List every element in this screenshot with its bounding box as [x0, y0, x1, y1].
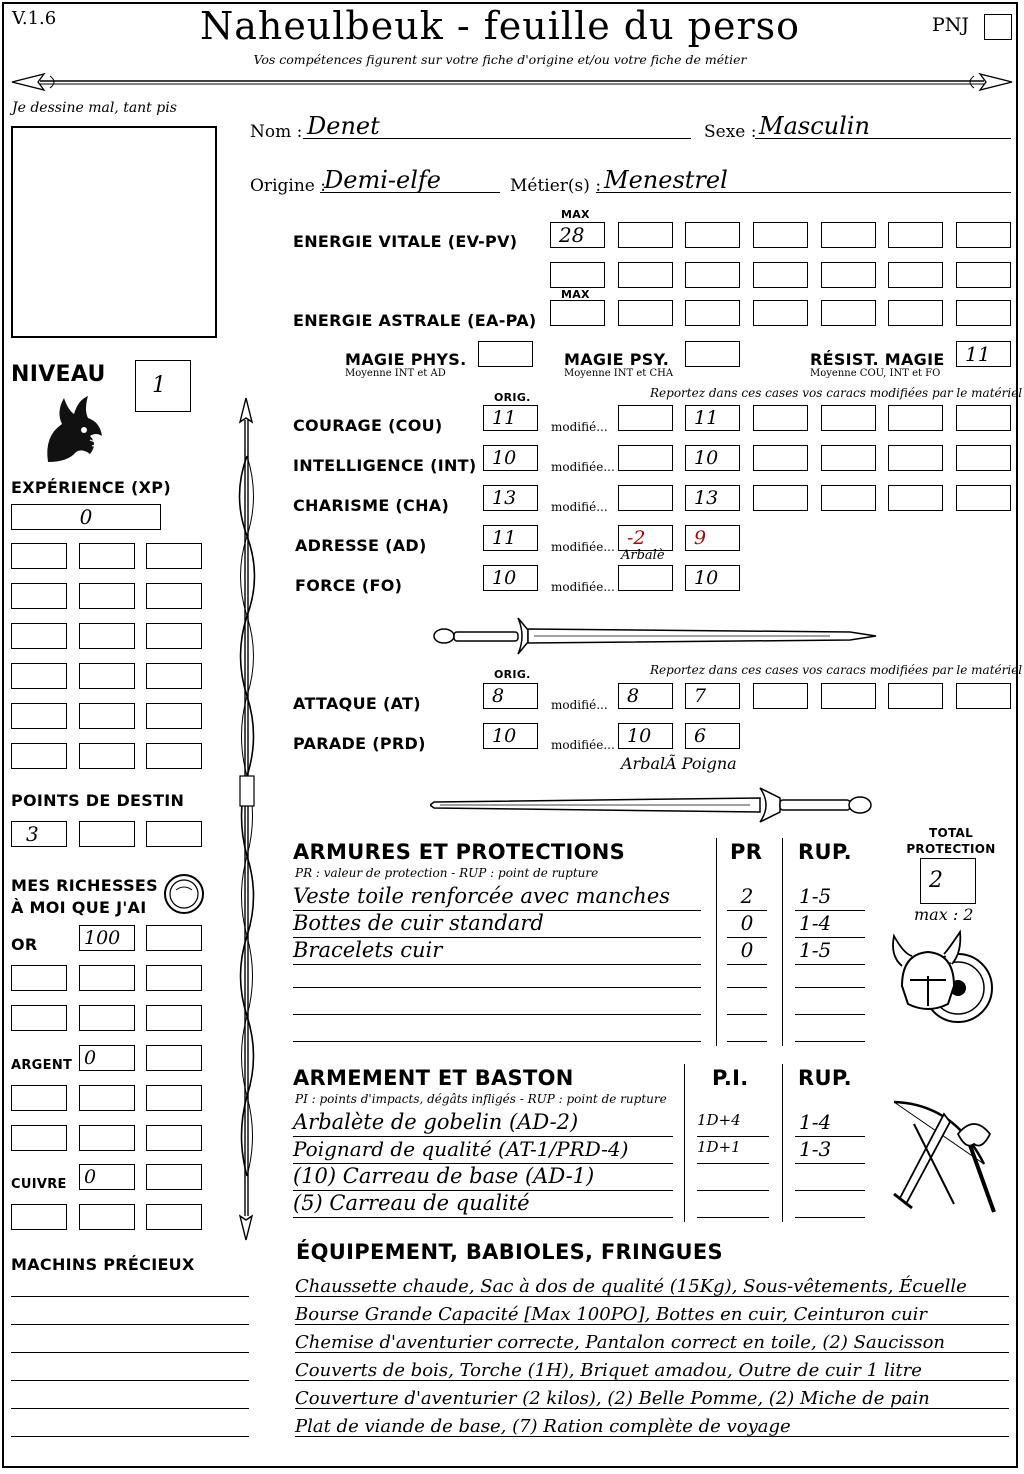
armure-name: Bracelets cuir	[293, 938, 443, 962]
int-box[interactable]	[753, 445, 808, 471]
arme-rup-value: 1-3	[799, 1137, 832, 1161]
ea-box[interactable]	[753, 300, 808, 326]
ev-box[interactable]	[821, 222, 876, 248]
arme-name: (5) Carreau de qualité	[293, 1191, 530, 1215]
arme-rup[interactable]	[795, 1191, 865, 1218]
fo-mod-field[interactable]	[618, 565, 673, 591]
armures-divider	[716, 838, 717, 1046]
arme-pi[interactable]	[697, 1191, 769, 1218]
cou-box[interactable]	[753, 405, 808, 431]
armement-divider	[684, 1064, 685, 1222]
total-protection-field[interactable]: 2	[920, 858, 976, 904]
xp-box[interactable]	[11, 703, 67, 729]
equipement-text: Plat de viande de base, (7) Ration complète de voyage	[295, 1416, 791, 1437]
armure-rup[interactable]	[795, 938, 865, 965]
sexe-label: Sexe :	[704, 122, 757, 142]
magie-psy-field[interactable]	[685, 341, 740, 367]
ev-box[interactable]	[956, 262, 1011, 288]
or-box[interactable]	[79, 1005, 135, 1031]
staff-icon	[226, 396, 266, 1242]
armure-rup[interactable]	[795, 884, 865, 911]
armement-col-pi: P.I.	[712, 1066, 749, 1090]
page-title: Naheulbeuk - feuille du perso	[199, 4, 801, 48]
argent-box[interactable]	[146, 1085, 202, 1111]
ev-box[interactable]	[753, 262, 808, 288]
or-box[interactable]	[11, 965, 67, 991]
nom-value: Denet	[307, 112, 380, 140]
armure-rup-value: 1-5	[799, 938, 832, 962]
at-label: ATTAQUE (AT)	[293, 694, 421, 713]
version-label: V.1.6	[12, 8, 57, 29]
prd-orig-field[interactable]: 10	[483, 723, 538, 749]
arme-pi-value: 1D+1	[697, 1138, 741, 1156]
xp-box[interactable]	[11, 743, 67, 769]
armement-note: PI : points d'impacts, dégâts infligés - RUP : point de rupture	[295, 1092, 667, 1106]
magie-psy-label: MAGIE PSY.	[564, 350, 670, 369]
ev-max-label: MAX	[561, 208, 590, 221]
armure-pr[interactable]	[727, 884, 767, 911]
total-protection-max: max : 2	[914, 905, 974, 924]
ea-box[interactable]	[618, 300, 673, 326]
ea-box[interactable]	[685, 300, 740, 326]
ev-box[interactable]	[618, 262, 673, 288]
equipement-line[interactable]	[295, 1388, 1009, 1409]
portrait-box[interactable]	[11, 126, 217, 338]
cou-box[interactable]	[821, 405, 876, 431]
argent-field[interactable]: 0	[79, 1045, 135, 1071]
ea-box[interactable]	[956, 300, 1011, 326]
equipement-line[interactable]	[295, 1304, 1009, 1325]
armure-row[interactable]	[293, 911, 701, 938]
cou-modifie-label: modifié...	[551, 420, 608, 434]
cuivre-box[interactable]	[11, 1204, 67, 1230]
int-mod-field[interactable]	[618, 445, 673, 471]
sexe-field[interactable]	[755, 112, 1011, 139]
pnj-label: PNJ	[932, 14, 970, 36]
cou-val-field[interactable]: 11	[685, 405, 740, 431]
argent-box[interactable]	[11, 1085, 67, 1111]
int-box[interactable]	[956, 445, 1011, 471]
resist-magie-note: Moyenne COU, INT et FO	[810, 368, 941, 379]
argent-box[interactable]	[146, 1045, 202, 1071]
origine-value: Demi-elfe	[324, 166, 441, 194]
metier-label: Métier(s) :	[510, 176, 602, 196]
or-box[interactable]	[146, 925, 202, 951]
arme-row[interactable]	[293, 1164, 673, 1191]
or-box[interactable]	[11, 1005, 67, 1031]
metier-value: Menestrel	[604, 166, 728, 194]
arme-pi[interactable]	[697, 1137, 769, 1164]
ad-orig-field[interactable]: 11	[483, 525, 538, 551]
armure-row[interactable]	[293, 884, 701, 911]
int-val-field[interactable]: 10	[685, 445, 740, 471]
argent-box[interactable]	[79, 1085, 135, 1111]
arme-row[interactable]	[293, 1110, 673, 1137]
int-box[interactable]	[888, 445, 943, 471]
pnj-checkbox[interactable]	[984, 14, 1012, 40]
int-label: INTELLIGENCE (INT)	[293, 456, 477, 475]
armure-name: Bottes de cuir standard	[293, 911, 544, 935]
cou-label: COURAGE (COU)	[293, 416, 443, 435]
fo-label: FORCE (FO)	[295, 576, 403, 595]
or-label: OR	[11, 935, 38, 954]
arme-name: Poignard de qualité (AT-1/PRD-4)	[293, 1137, 629, 1161]
total-protection-label-2: PROTECTION	[906, 842, 996, 856]
xp-box[interactable]	[11, 543, 67, 569]
cuivre-box[interactable]	[146, 1204, 202, 1230]
cha-box[interactable]	[753, 485, 808, 511]
spear-divider-icon	[10, 66, 1014, 96]
machins-line[interactable]	[11, 1418, 249, 1437]
machins-label: MACHINS PRÉCIEUX	[11, 1255, 195, 1274]
arme-rup[interactable]	[795, 1137, 865, 1164]
armure-row[interactable]	[293, 1019, 701, 1042]
xp-box[interactable]	[11, 663, 67, 689]
helmet-shield-icon	[888, 926, 998, 1038]
fo-val-field[interactable]: 10	[685, 565, 740, 591]
int-modifiee-label: modifiée...	[551, 460, 615, 474]
cha-orig-field[interactable]: 13	[483, 485, 538, 511]
armure-pr-value: 0	[740, 938, 754, 962]
ev-box[interactable]	[888, 262, 943, 288]
destin-box[interactable]	[146, 821, 202, 847]
ev-box[interactable]	[753, 222, 808, 248]
equipement-line[interactable]	[295, 1332, 1009, 1353]
sexe-value: Masculin	[759, 112, 870, 140]
cou-orig-field[interactable]: 11	[483, 405, 538, 431]
armure-pr[interactable]	[727, 992, 767, 1015]
ev-box[interactable]	[618, 222, 673, 248]
equipement-text: Chaussette chaude, Sac à dos de qualité (15Kg), Sous-vêtements, Écuelle	[295, 1276, 967, 1297]
ea-max-field[interactable]	[550, 300, 605, 326]
armure-name: Veste toile renforcée avec manches	[293, 884, 671, 908]
ea-box[interactable]	[821, 300, 876, 326]
ev-box[interactable]	[821, 262, 876, 288]
magie-phys-field[interactable]	[478, 341, 533, 367]
equipement-text: Chemise d'aventurier correcte, Pantalon correct en toile, (2) Saucisson	[295, 1332, 946, 1353]
argent-box[interactable]	[79, 1125, 135, 1151]
arme-rup[interactable]	[795, 1110, 865, 1137]
armure-rup-value: 1-5	[799, 884, 832, 908]
at-orig-field[interactable]: 8	[483, 683, 538, 709]
int-orig-field[interactable]: 10	[483, 445, 538, 471]
xp-box[interactable]	[11, 583, 67, 609]
arme-row[interactable]	[293, 1137, 673, 1164]
equipement-text: Couverture d'aventurier (2 kilos), (2) Belle Pomme, (2) Miche de pain	[295, 1388, 930, 1409]
nom-field[interactable]	[303, 112, 691, 139]
cha-modifie-label: modifié...	[551, 500, 608, 514]
magie-phys-note: Moyenne INT et AD	[345, 368, 446, 379]
combat-orig-label: ORIG.	[494, 668, 531, 681]
cuivre-field[interactable]: 0	[79, 1164, 135, 1190]
magie-phys-label: MAGIE PHYS.	[345, 350, 467, 369]
sword-icon	[430, 612, 880, 660]
cha-box[interactable]	[821, 485, 876, 511]
ea-label: ENERGIE ASTRALE (EA-PA)	[293, 311, 537, 330]
armures-note: PR : valeur de protection - RUP : point de rupture	[295, 866, 599, 880]
arme-rup-value: 1-4	[799, 1110, 832, 1134]
cha-box[interactable]	[888, 485, 943, 511]
armures-col-rup: RUP.	[798, 840, 852, 864]
arme-pi-value: 1D+4	[697, 1111, 741, 1129]
armure-pr[interactable]	[727, 938, 767, 965]
armures-col-pr: PR	[730, 840, 763, 864]
niveau-label: NIVEAU	[11, 362, 106, 387]
argent-box[interactable]	[146, 1125, 202, 1151]
destin-label: POINTS DE DESTIN	[11, 791, 185, 810]
armure-rup[interactable]	[795, 965, 865, 988]
machins-line[interactable]	[11, 1362, 249, 1381]
ea-box[interactable]	[888, 300, 943, 326]
prd-mod-field[interactable]: 10	[618, 723, 673, 749]
machins-line[interactable]	[11, 1278, 249, 1297]
arme-row[interactable]	[293, 1191, 673, 1218]
resist-magie-field[interactable]: 11	[956, 341, 1011, 367]
xp-box[interactable]	[146, 703, 202, 729]
arme-name: (10) Carreau de base (AD-1)	[293, 1164, 595, 1188]
combat-report-note: Reportez dans ces cases vos caracs modifiées par le matériel	[650, 663, 1023, 677]
at-box[interactable]	[888, 683, 943, 709]
armures-divider	[782, 838, 783, 1046]
xp-box[interactable]	[146, 663, 202, 689]
portrait-caption: Je dessine mal, tant pis	[12, 100, 177, 116]
origine-field[interactable]	[320, 166, 500, 193]
arme-pi[interactable]	[697, 1110, 769, 1137]
resist-magie-label: RÉSIST. MAGIE	[810, 350, 945, 369]
or-box[interactable]	[146, 965, 202, 991]
cha-label: CHARISME (CHA)	[293, 496, 450, 515]
cuivre-label: CUIVRE	[11, 1177, 67, 1192]
weapon-note: ArbalÃ Poigna	[621, 754, 737, 773]
at-val-field[interactable]: 7	[685, 683, 740, 709]
ea-max-label: MAX	[561, 288, 590, 301]
xp-box[interactable]	[79, 703, 135, 729]
at-mod-field[interactable]: 8	[618, 683, 673, 709]
armure-rup[interactable]	[795, 992, 865, 1015]
at-box[interactable]	[753, 683, 808, 709]
ev-box[interactable]	[550, 262, 605, 288]
armement-col-rup: RUP.	[798, 1066, 852, 1090]
int-box[interactable]	[821, 445, 876, 471]
xp-box[interactable]	[11, 623, 67, 649]
origine-label: Origine :	[250, 176, 326, 196]
destin-box[interactable]	[79, 821, 135, 847]
prd-modifiee-label: modifiée...	[551, 738, 615, 752]
argent-label: ARGENT	[11, 1058, 73, 1073]
equipement-title: ÉQUIPEMENT, BABIOLES, FRINGUES	[296, 1240, 723, 1264]
equipement-line[interactable]	[295, 1276, 1009, 1297]
xp-box[interactable]	[146, 543, 202, 569]
at-modifie-label: modifié...	[551, 698, 608, 712]
arme-pi[interactable]	[697, 1164, 769, 1191]
arme-rup[interactable]	[795, 1164, 865, 1191]
armure-pr-value: 0	[740, 911, 754, 935]
armure-row[interactable]	[293, 938, 701, 965]
fo-modifiee-label: modifiée...	[551, 580, 615, 594]
machins-line[interactable]	[11, 1390, 249, 1409]
at-box[interactable]	[956, 683, 1011, 709]
magie-psy-note: Moyenne INT et CHA	[564, 368, 674, 379]
nom-label: Nom :	[250, 122, 303, 142]
cou-mod-field[interactable]	[618, 405, 673, 431]
metier-field[interactable]	[596, 166, 1011, 193]
destin-field[interactable]: 3	[11, 821, 67, 847]
equipement-line[interactable]	[295, 1360, 1009, 1381]
armure-pr-value: 2	[740, 884, 754, 908]
xp-label: EXPÉRIENCE (XP)	[11, 478, 171, 497]
xp-box[interactable]	[79, 623, 135, 649]
ad-val-field[interactable]: 9	[685, 525, 740, 551]
armure-row[interactable]	[293, 992, 701, 1015]
armure-rup[interactable]	[795, 911, 865, 938]
cou-box[interactable]	[888, 405, 943, 431]
cha-mod-field[interactable]	[618, 485, 673, 511]
armement-divider	[782, 1064, 783, 1222]
cha-box[interactable]	[956, 485, 1011, 511]
cuivre-box[interactable]	[146, 1164, 202, 1190]
armure-row[interactable]	[293, 965, 701, 988]
total-protection-label: TOTAL	[928, 826, 974, 840]
ev-box[interactable]	[888, 222, 943, 248]
richesses-label-2: À MOI QUE J'AI	[11, 898, 147, 917]
dragon-icon	[38, 392, 106, 464]
armure-rup-value: 1-4	[799, 911, 832, 935]
xp-box[interactable]	[79, 663, 135, 689]
prd-label: PARADE (PRD)	[293, 734, 426, 753]
xp-box[interactable]	[146, 743, 202, 769]
cou-box[interactable]	[956, 405, 1011, 431]
xp-box[interactable]	[146, 623, 202, 649]
equipement-line[interactable]	[295, 1416, 1009, 1437]
or-box[interactable]	[146, 1005, 202, 1031]
richesses-label: MES RICHESSES	[11, 876, 158, 895]
ev-max-field[interactable]: 28	[550, 222, 605, 248]
xp-box[interactable]	[79, 743, 135, 769]
prd-val-field[interactable]: 6	[685, 723, 740, 749]
ev-box[interactable]	[685, 222, 740, 248]
sword-icon	[430, 782, 880, 828]
armure-pr[interactable]	[727, 965, 767, 988]
xp-box[interactable]	[146, 583, 202, 609]
equipement-text: Couverts de bois, Torche (1H), Briquet amadou, Outre de cuir 1 litre	[295, 1360, 922, 1381]
weapons-icon	[884, 1094, 1004, 1218]
argent-box[interactable]	[11, 1125, 67, 1151]
niveau-field[interactable]: 1	[135, 360, 191, 412]
arme-name: Arbalète de gobelin (AD-2)	[293, 1110, 579, 1134]
xp-box[interactable]	[79, 543, 135, 569]
page-subtitle: Vos compétences figurent sur votre fiche d'origine et/ou votre fiche de métier	[253, 52, 747, 67]
armure-pr[interactable]	[727, 911, 767, 938]
equipement-text: Bourse Grande Capacité [Max 100PO], Bottes en cuir, Ceinturon cuir	[295, 1304, 928, 1325]
fo-orig-field[interactable]: 10	[483, 565, 538, 591]
ev-box[interactable]	[956, 222, 1011, 248]
ev-box[interactable]	[685, 262, 740, 288]
coin-icon	[162, 872, 206, 916]
at-box[interactable]	[821, 683, 876, 709]
ev-label: ENERGIE VITALE (EV-PV)	[293, 232, 518, 251]
machins-line[interactable]	[11, 1306, 249, 1325]
ad-mod-note: Arbalè	[621, 548, 665, 563]
armement-title: ARMEMENT ET BASTON	[293, 1066, 574, 1090]
armures-title: ARMURES ET PROTECTIONS	[293, 840, 626, 864]
xp-box[interactable]	[79, 583, 135, 609]
machins-line[interactable]	[11, 1334, 249, 1353]
or-box[interactable]	[79, 965, 135, 991]
ad-modifiee-label: modifiée...	[551, 540, 615, 554]
ad-label: ADRESSE (AD)	[295, 536, 427, 555]
caracs-report-note: Reportez dans ces cases vos caracs modifiées par le matériel	[650, 386, 1023, 400]
ad-mod-field[interactable]: -2	[618, 525, 673, 551]
cha-val-field[interactable]: 13	[685, 485, 740, 511]
armure-rup[interactable]	[795, 1019, 865, 1042]
armure-pr[interactable]	[727, 1019, 767, 1042]
xp-field[interactable]: 0	[11, 504, 161, 530]
cuivre-box[interactable]	[79, 1204, 135, 1230]
caracs-orig-label: ORIG.	[494, 391, 531, 404]
or-field[interactable]: 100	[79, 925, 135, 951]
